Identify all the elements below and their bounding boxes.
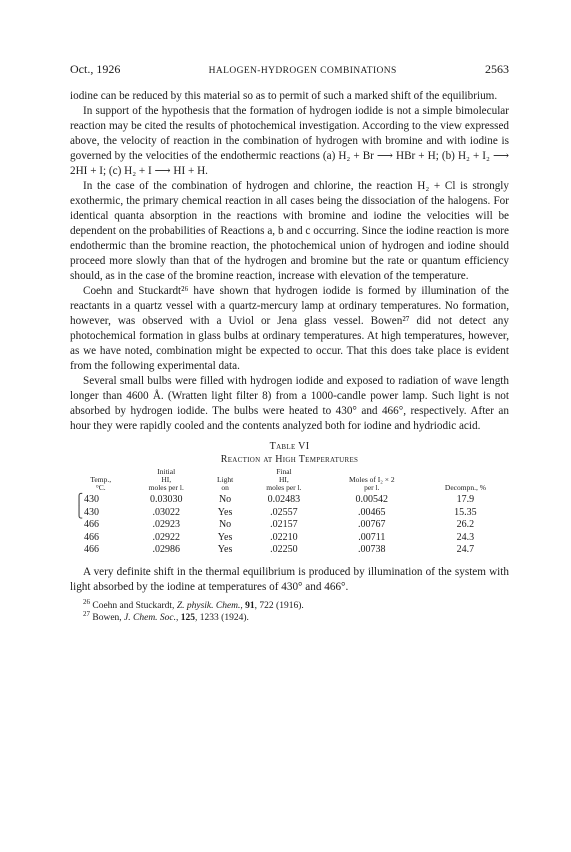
- paragraph-5: Several small bulbs were filled with hydrogen iodide and exposed to radiation of wave length longer than 4600 Å. (Wratten light filter 8) from a 1000-candle power lamp. Such light is not absorbed by hydrogen iodide. The bulbs were heated to 430° and 466°, respectively. After an hour they were rapidly cooled and the contents analyzed both for iodine and hydriodic acid.: [70, 375, 509, 432]
- data-table: [74, 468, 510, 557]
- table-row: ⎧ 430 0.03030 No 0.02483 0.00542 17.9: [75, 494, 475, 506]
- col-temp: Temp., °C.: [90, 475, 112, 492]
- brace-top: ⎧: [75, 494, 84, 506]
- table-row: 466 .02923 No .02157 .00767 26.2: [84, 519, 475, 530]
- volume: 125: [180, 612, 196, 623]
- paragraph-6: A very definite shift in the thermal equilibrium is produced by illumination of the system with light absorbed by the iodine at temperatures of 430° and 466°.: [70, 565, 509, 593]
- table-label: Table VI: [269, 441, 310, 452]
- page-header: [70, 62, 509, 77]
- col-decompn: Decompn., %: [444, 483, 486, 492]
- footnotes: [70, 597, 509, 624]
- volume: 91: [245, 600, 255, 611]
- col-light: Light on: [216, 475, 234, 492]
- paragraph-1: iodine can be reduced by this material so as to permit of such a marked shift of the equilibrium.: [70, 90, 498, 102]
- footnote-27: $^{27}$ Bowen, J. Chem. Soc., 125, 1233 (1924).: [83, 609, 249, 623]
- running-title: HALOGEN-HYDROGEN COMBINATIONS: [208, 66, 397, 76]
- table-row: 466 .02922 Yes .02210 .00711 24.3: [84, 531, 475, 543]
- table-row: ⎩ 430 .03022 Yes .02557 .00465 15.35: [75, 506, 477, 519]
- col-initial-hi: Initial HI, moles per l.: [148, 467, 184, 492]
- footnote-mark: 26: [83, 597, 90, 606]
- page-number: 2563: [485, 62, 509, 76]
- issue-date: Oct., 1926: [70, 62, 121, 76]
- col-final-hi: Final HI, moles per l.: [266, 467, 302, 492]
- table-title: Reaction at High Temperatures: [220, 454, 359, 465]
- table-caption: [70, 440, 509, 466]
- footnote-mark: 27: [83, 609, 90, 618]
- body-text: [70, 89, 509, 434]
- paragraph-3: In the case of the combination of hydrogen and chlorine, the reaction H₂ + Cl is strongly exothermic, the primary chemical reaction in all cases being the dissociation of the halogens. For identical quanta absorption in the reactions with bromine and iodine the velocities will be dependent on the probabilities of Reactions a, b and c occurring. Since the iodine reaction is more endothermic than the bromine reaction, the photochemical union of hydrogen and iodine should proceed more slowly than that of the hydrogen and bromine but the rate or quantum efficiency should, as in the case of the bromine reaction, increase with elevation of the temperature.: [70, 180, 509, 282]
- col-iodine: Moles of I₂ × 2 per l.: [348, 475, 395, 492]
- table-row: 466 .02986 Yes .02250 .00738 24.7: [84, 544, 475, 555]
- journal-name: Z. physik. Chem.: [176, 600, 241, 611]
- brace-bottom: ⎩: [75, 506, 84, 519]
- paragraph-2: In support of the hypothesis that the formation of hydrogen iodide is not a simple bimolecular reaction may be cited the results of photochemical investigation. According to the view expressed above, the velocity of reaction in the combination of hydrogen with bromine and with iodine is governed by the velocities of the endothermic reactions (a) H₂ + Br ⟶ HBr + H; (b) H₂ + I₂ ⟶ 2HI + I; (c) H₂ + I ⟶ HI + H.: [70, 105, 509, 177]
- table-header-row: [74, 468, 510, 494]
- paragraph-4: Coehn and Stuckardt²⁶ have shown that hydrogen iodide is formed by illumination of the reactants in a quartz vessel with a quartz-mercury lamp at ordinary temperatures. No formation, however, was observed with a Uviol or Jena glass vessel. Bowen²⁷ did not detect any photochemical formation in glass bulbs at ordinary temperatures. At high temperatures, however, as we have noted, combination might be expected to occur. That this does take place is evident from the following experimental data.: [70, 285, 509, 372]
- footnote-26: $^{26}$ Coehn and Stuckardt, Z. physik. Chem., 91, 722 (1916).: [83, 597, 304, 611]
- closing-text: [70, 565, 509, 595]
- journal-name: J. Chem. Soc.: [124, 612, 177, 623]
